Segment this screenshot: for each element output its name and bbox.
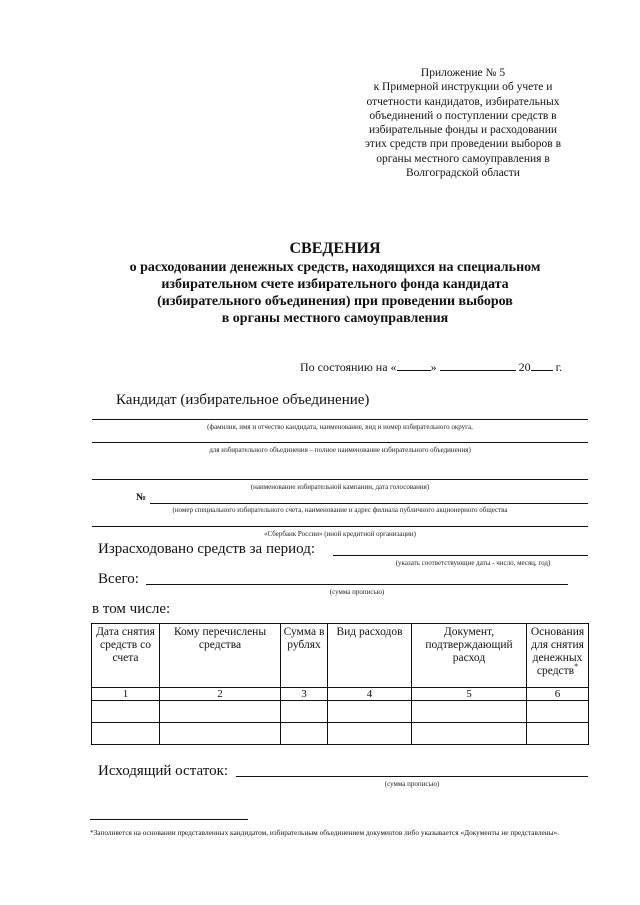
closing-balance-hint: (сумма прописью) (384, 780, 440, 788)
as-of-year: 20 (518, 360, 531, 374)
account-hint: (номер специального избирательного счета, наименование и адрес филиала публичного акционерного общества (172, 506, 508, 514)
table-cell[interactable] (328, 701, 412, 723)
year-blank[interactable] (531, 359, 553, 371)
day-blank[interactable] (397, 359, 431, 371)
total-label: Всего: (98, 571, 139, 587)
appendix-line: Приложение № 5 (420, 67, 506, 79)
campaign-hint: (наименование избирательной кампании, дата голосования) (250, 483, 430, 491)
as-of-prefix: По состоянию на « (300, 360, 397, 374)
table-row (92, 688, 589, 701)
table-cell[interactable] (92, 701, 160, 723)
column-number: 1 (92, 688, 160, 701)
col-header-grounds-label: Основания для снятия денежных средств (530, 626, 585, 677)
period-line[interactable] (333, 555, 588, 556)
campaign-line[interactable] (92, 479, 588, 480)
appendix-line: Волгоградской области (406, 167, 520, 180)
footnote-mark: * (574, 662, 579, 672)
appendix-line: отчетности кандидатов, избирательных (366, 95, 560, 108)
table-row (92, 701, 589, 723)
candidate-line-1[interactable] (92, 419, 588, 420)
col-header-document: Документ, подтверждающий расход (412, 624, 527, 688)
month-blank[interactable] (440, 359, 516, 371)
table-cell[interactable] (527, 723, 589, 745)
as-of-suffix: г. (555, 360, 563, 374)
table-cell[interactable] (281, 701, 328, 723)
total-line[interactable] (146, 584, 568, 585)
candidate-line-2[interactable] (92, 442, 588, 443)
footnote-divider (90, 819, 248, 820)
table-cell[interactable] (160, 701, 281, 723)
col-header-expense-type: Вид расходов (328, 624, 412, 688)
table-cell[interactable] (281, 723, 328, 745)
title-line: (избирательного объединения) при проведении выборов (157, 294, 513, 309)
as-of-date (300, 359, 562, 375)
bank-line[interactable] (92, 526, 588, 527)
col-header-recipient: Кому перечислены средства (160, 624, 281, 688)
title-line: в органы местного самоуправления (221, 311, 449, 326)
closing-balance-line[interactable] (236, 776, 588, 777)
column-number: 3 (281, 688, 328, 701)
appendix-line: органы местного самоуправления в (376, 152, 550, 165)
table-row (92, 723, 589, 745)
closing-balance-label: Исходящий остаток: (98, 763, 229, 779)
title-heading: СВЕДЕНИЯ (289, 240, 381, 257)
appendix-line: избирательные фонды и расходовании (368, 124, 558, 137)
footnote-text: *Заполняется на основании представленных кандидатом, избирательным объединением документов либо указывается «Документы не представлены». (90, 828, 560, 837)
appendix-line: этих средств при проведении выборов в (364, 138, 562, 151)
table-cell[interactable] (92, 723, 160, 745)
title-line: избирательном счете избирательного фонда кандидата (161, 277, 509, 292)
table-header-row (92, 624, 589, 688)
appendix-line: к Примерной инструкции об учете и (373, 81, 553, 94)
candidate-hint-2: для избирательного объединения – полное наименование избирательного объединения) (209, 446, 471, 454)
appendix-line: объединений о поступлении средств в (369, 109, 557, 122)
period-hint: (указать соответствующие даты - число, месяц, год) (395, 559, 551, 567)
candidate-hint-1: (фамилия, имя и отчество кандидата, наименование, вид и номер избирательного округа, (207, 423, 473, 431)
account-line[interactable] (150, 503, 588, 504)
col-header-date: Дата снятия средств со счета (92, 624, 160, 688)
document-title (100, 239, 570, 327)
table-cell[interactable] (412, 723, 527, 745)
column-number: 2 (160, 688, 281, 701)
column-number: 5 (412, 688, 527, 701)
table-cell[interactable] (412, 701, 527, 723)
account-number-sign: № (136, 492, 147, 503)
candidate-label: Кандидат (избирательное объединение) (116, 392, 370, 408)
column-number: 6 (527, 688, 589, 701)
title-line: о расходовании денежных средств, находящихся на специальном (129, 260, 541, 275)
col-header-grounds (527, 624, 589, 688)
appendix-block (348, 66, 578, 180)
expenses-table (91, 623, 589, 745)
period-label: Израсходовано средств за период: (98, 541, 316, 557)
bank-hint: «Сбербанк России» (иной кредитной организации) (263, 530, 416, 538)
including-label: в том числе: (92, 601, 171, 617)
table-cell[interactable] (527, 701, 589, 723)
as-of-mid: » (430, 360, 437, 374)
col-header-amount: Сумма в рублях (281, 624, 328, 688)
table-cell[interactable] (328, 723, 412, 745)
total-hint: (сумма прописью) (329, 588, 385, 596)
table-cell[interactable] (160, 723, 281, 745)
column-number: 4 (328, 688, 412, 701)
